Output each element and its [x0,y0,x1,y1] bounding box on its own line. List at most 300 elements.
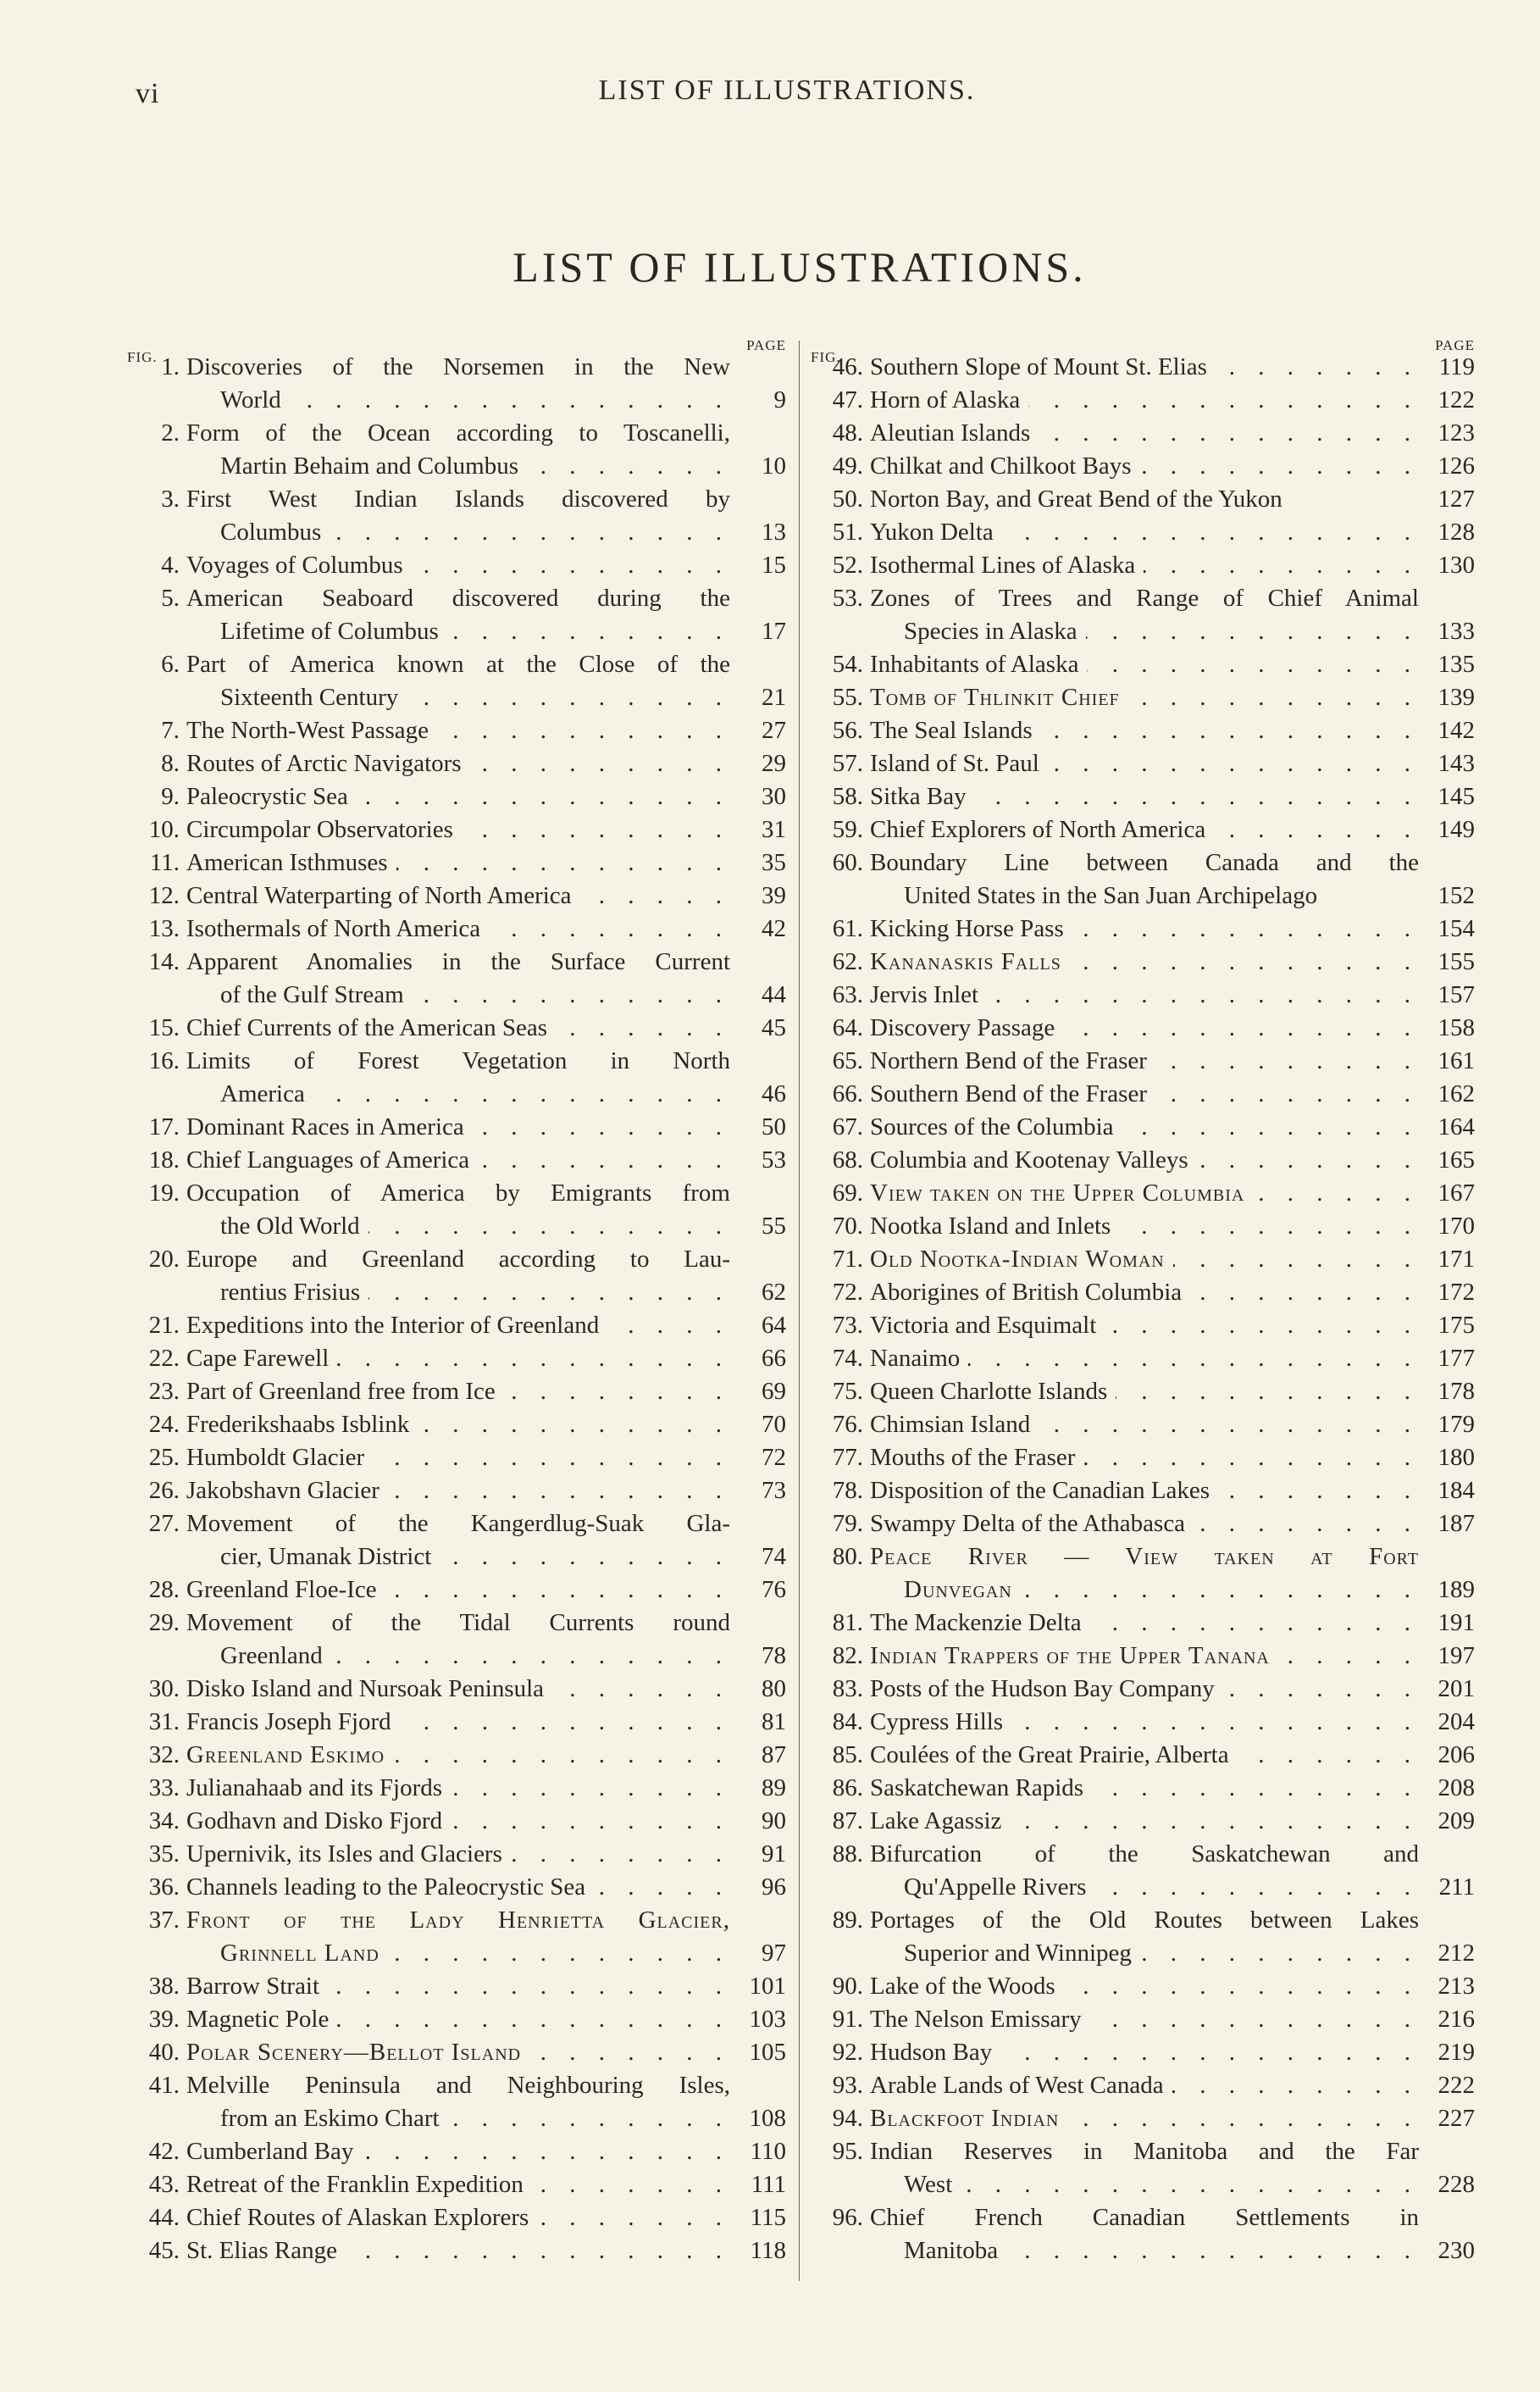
list-item [125,1871,789,1904]
list-item [809,747,1478,780]
page-number-ref: 143 [1438,750,1475,777]
fig-number: 4. [161,552,180,579]
list-item [809,1640,1478,1673]
dot-leader [870,648,1419,681]
entry-title: Jervis Inlet [870,981,987,1008]
entry-line [809,2102,1478,2135]
page-number-ref: 149 [1438,816,1475,843]
dot-leader [870,946,1419,979]
entry-line [125,1573,789,1607]
list-item [809,780,1478,813]
entry-title: Disko Island and Nursoak Peninsula [186,1675,552,1702]
entry-line [809,450,1478,483]
entry-line [809,417,1478,450]
dot-leader [220,1078,730,1111]
fig-number: 90. [832,1973,863,2000]
list-item [809,1408,1478,1441]
fig-number: 94. [832,2105,863,2132]
list-item [125,946,789,1012]
entry-line [809,384,1478,417]
entry-line [125,417,789,450]
list-item [125,648,789,714]
dot-leader [870,1078,1419,1111]
entry-title: Voyages of Columbus [186,552,412,579]
page-number-ref: 162 [1438,1080,1475,1107]
dot-leader [870,1640,1419,1673]
entry-line [125,1045,789,1078]
entry-line [125,615,789,648]
entry-title: Part of Greenland free from Ice [186,1378,504,1405]
entry-title: Nanaimo [870,1345,968,1372]
page-number-ref: 127 [1438,486,1475,513]
entry-line [125,780,789,813]
entry-line [809,1210,1478,1243]
entry-line [809,1441,1478,1474]
entry-title: Hudson Bay [870,2039,1000,2066]
page-number-ref: 145 [1438,783,1475,810]
entry-title: Dominant Races in America [186,1113,473,1141]
fig-number: 38. [148,1973,180,2000]
list-item [125,1739,789,1772]
entry-title: Aborigines of British Columbia [870,1279,1190,1306]
list-item [125,549,789,582]
entry-title: Chimsian Island [870,1411,1039,1438]
entry-line [125,1540,789,1573]
page-number-ref: 135 [1438,651,1475,678]
list-item [125,1904,789,1970]
entry-line [125,747,789,780]
entry-line [809,1640,1478,1673]
dot-leader [870,1375,1419,1408]
page-number-ref: 66 [762,1345,786,1372]
entry-title: Portages of the Old Routes between Lakes [870,1906,1419,1934]
page-number-ref: 155 [1438,948,1475,975]
entry-title: Northern Bend of the Fraser [870,1047,1155,1074]
list-item [125,747,789,780]
page-number-ref: 213 [1438,1973,1475,2000]
list-item [125,2003,789,2036]
dot-leader [870,813,1419,846]
entry-line [125,813,789,846]
entry-line [125,1177,789,1210]
entry-title: Upernivik, its Isles and Glaciers [186,1840,511,1868]
list-item [125,1706,789,1739]
entry-title: Victoria and Esquimalt [870,1312,1105,1339]
entry-title: Movement of the Tidal Currents round [186,1609,730,1636]
dot-leader [186,2201,730,2234]
dot-leader [186,2036,730,2069]
page-number-ref: 15 [762,552,786,579]
list-item [809,2201,1478,2267]
fig-number: 63. [832,981,863,1008]
entry-title: Inhabitants of Alaska [870,651,1087,678]
entry-title: Chief Currents of the American Seas [186,1014,556,1041]
page-number-ref: 17 [762,618,786,645]
entry-line [809,2201,1478,2234]
entry-line [809,483,1478,516]
list-item [125,2168,789,2201]
entry-line [125,1706,789,1739]
dot-leader [186,1970,730,2003]
fig-number: 8. [161,750,180,777]
entry-title: Horn of Alaska [870,386,1028,413]
entry-line [809,1706,1478,1739]
entry-line [809,1607,1478,1640]
fig-number: 66. [832,1080,863,1107]
entry-line [809,1375,1478,1408]
list-item [809,2135,1478,2201]
entry-title: Limits of Forest Vegetation in North [186,1047,730,1074]
dot-leader [186,1474,730,1507]
list-item [809,1045,1478,1078]
list-item [809,1507,1478,1540]
fig-number: 74. [832,1345,863,1372]
fig-number: 73. [832,1312,863,1339]
fig-number: 84. [832,1708,863,1735]
entry-line [125,1474,789,1507]
fig-number: 24. [148,1411,180,1438]
entry-title: Indian Trappers of the Upper Tanana [870,1642,1278,1669]
entry-line [125,648,789,681]
list-item [809,2102,1478,2135]
entry-line [809,1045,1478,1078]
entry-title: Central Waterparting of North America [186,882,580,909]
entry-title: Occupation of America by Emigrants from [186,1179,730,1207]
entry-line [125,450,789,483]
page-number-ref: 211 [1438,1873,1475,1901]
fig-number: 16. [148,1047,180,1074]
page-number-ref: 119 [1438,353,1475,380]
page-number-ref: 227 [1438,2105,1475,2132]
entry-line [809,549,1478,582]
list-item [125,2069,789,2135]
entry-title: Francis Joseph Fjord [186,1708,400,1735]
page-number-ref: 111 [751,2171,786,2198]
entry-title: of the Gulf Stream [220,981,413,1008]
dot-leader [186,913,730,946]
dot-leader [870,780,1419,813]
list-item [125,1805,789,1838]
page-number-ref: 44 [762,981,786,1008]
page-number-ref: 30 [762,783,786,810]
list-item [809,1111,1478,1144]
entry-line [809,1772,1478,1805]
page-number-ref: 187 [1438,1510,1475,1537]
fig-number: 69. [832,1179,863,1207]
dot-leader [870,2003,1419,2036]
entry-line [125,1838,789,1871]
page-number-ref: 101 [749,1973,786,2000]
entry-title: Blackfoot Indian [870,2105,1067,2132]
entry-line [809,681,1478,714]
entry-title: Chilkat and Chilkoot Bays [870,452,1140,480]
page-number-ref: 212 [1438,1940,1475,1967]
list-item [809,714,1478,747]
dot-leader [220,615,730,648]
entry-title: Movement of the Kangerdlug-Suak Gla- [186,1510,730,1537]
entry-title: from an Eskimo Chart [220,2105,448,2132]
page-number-ref: 170 [1438,1213,1475,1240]
entry-line [125,1673,789,1706]
entry-title: Channels leading to the Paleocrystic Sea [186,1873,594,1901]
page-number-ref: 81 [762,1708,786,1735]
entry-line [125,946,789,979]
list-item [809,483,1478,516]
entry-title: Apparent Anomalies in the Surface Current [186,948,730,975]
entry-line [125,549,789,582]
page-number-ref: 142 [1438,717,1475,744]
entry-title: Julianahaab and its Fjords [186,1774,451,1801]
dot-leader [870,351,1419,384]
fig-number: 53. [832,585,863,612]
entry-line [809,1540,1478,1573]
fig-number: 91. [832,2006,863,2033]
fig-number: 20. [148,1246,180,1273]
dot-leader [904,1937,1419,1970]
fig-number: 96. [832,2204,863,2231]
page-number-ref: 230 [1438,2237,1475,2264]
entry-line [125,2168,789,2201]
dot-leader [870,1210,1419,1243]
entry-title: Chief Explorers of North America [870,816,1214,843]
entry-title: Aleutian Islands [870,419,1039,447]
entry-line [125,2102,789,2135]
entry-line [809,1871,1478,1904]
entry-line [125,483,789,516]
entry-line [125,1375,789,1408]
entry-line [809,979,1478,1012]
list-item [125,483,789,549]
page-number-ref: 197 [1438,1642,1475,1669]
page-number-ref: 97 [762,1940,786,1967]
page-number-ref: 108 [749,2105,786,2132]
entry-line [125,1970,789,2003]
entry-line [125,2201,789,2234]
entry-title: Greenland Eskimo [186,1741,393,1768]
list-item [809,351,1478,384]
page-number-ref: 216 [1438,2006,1475,2033]
entry-title: Southern Bend of the Fraser [870,1080,1155,1107]
fig-number: 76. [832,1411,863,1438]
list-item [809,1144,1478,1177]
dot-leader [186,1739,730,1772]
fig-number: 77. [832,1444,863,1471]
dot-leader [220,1937,730,1970]
entry-title: World [220,386,290,413]
entry-line [809,516,1478,549]
entry-line [809,714,1478,747]
entry-title: Paleocrystic Sea [186,783,357,810]
page-number-ref: 157 [1438,981,1475,1008]
list-item [125,1673,789,1706]
entry-title: Expeditions into the Interior of Greenland [186,1312,607,1339]
entry-title: Chief French Canadian Settlements in [870,2204,1419,2231]
entry-title: The North-West Passage [186,717,437,744]
list-item [125,1342,789,1375]
list-item [125,1177,789,1243]
illustration-list [809,351,1478,2267]
page-number-ref: 209 [1438,1807,1475,1834]
list-item [809,516,1478,549]
page-number-ref: 9 [773,386,786,413]
entry-line [125,681,789,714]
entry-line [809,2069,1478,2102]
entry-title: Cumberland Bay [186,2138,362,2165]
list-item [809,1276,1478,1309]
list-item [125,1375,789,1408]
page-number-ref: 130 [1438,552,1475,579]
entry-title: Martin Behaim and Columbus [220,452,527,480]
entry-line [809,1904,1478,1937]
dot-leader [186,1706,730,1739]
entry-line [125,2135,789,2168]
dot-leader [186,1673,730,1706]
entry-title: Old Nootka-Indian Woman [870,1246,1173,1273]
page-number-ref: 29 [762,750,786,777]
entry-title: rentius Frisius [220,1279,368,1306]
list-item [125,2135,789,2168]
entry-line [809,1342,1478,1375]
entry-line [809,615,1478,648]
page-number-ref: 133 [1438,618,1475,645]
entry-title: View taken on the Upper Columbia [870,1179,1253,1207]
page-number-ref: 161 [1438,1047,1475,1074]
entry-title: Melville Peninsula and Neighbouring Isles, [186,2072,730,2099]
entry-line [809,1474,1478,1507]
entry-title: The Mackenzie Delta [870,1609,1090,1636]
entry-line [125,1739,789,1772]
dot-leader [870,913,1419,946]
entry-line [809,880,1478,913]
page-number-ref: 103 [749,2006,786,2033]
fig-number: 17. [148,1113,180,1141]
page-number-ref: 89 [762,1774,786,1801]
entry-title: Queen Charlotte Islands [870,1378,1116,1405]
fig-number: 55. [832,684,863,711]
list-item [125,714,789,747]
list-item [125,2234,789,2267]
fig-number: 32. [148,1741,180,1768]
dot-leader [904,1871,1419,1904]
entry-line [125,979,789,1012]
dot-leader [186,1408,730,1441]
list-item [125,780,789,813]
list-item [125,813,789,846]
entry-line [809,1144,1478,1177]
list-item [125,913,789,946]
page-number-ref: 128 [1438,519,1475,546]
entry-title: Circumpolar Observatories [186,816,462,843]
fig-number: 26. [148,1477,180,1504]
list-item [809,1772,1478,1805]
fig-number: 58. [832,783,863,810]
entry-title: Columbus [220,519,330,546]
dot-leader [870,1706,1419,1739]
page-number-ref: 191 [1438,1609,1475,1636]
entry-title: Polar Scenery—Bellot Island [186,2039,529,2066]
list-item [125,2036,789,2069]
page-number-ref: 204 [1438,1708,1475,1735]
fig-number: 60. [832,849,863,876]
entry-line [125,2003,789,2036]
fig-number: 40. [148,2039,180,2066]
dot-leader [870,1474,1419,1507]
entry-line [125,1144,789,1177]
entry-line [125,516,789,549]
entry-line [809,946,1478,979]
entry-title: Kananaskis Falls [870,948,1070,975]
page-number-ref: 50 [762,1113,786,1141]
entry-line [125,2036,789,2069]
list-item [125,1243,789,1309]
entry-line [809,1111,1478,1144]
entry-title: Magnetic Pole [186,2006,337,2033]
fig-number: 13. [148,915,180,942]
dot-leader [220,384,730,417]
dot-leader [870,1045,1419,1078]
page-number-ref: 118 [750,2237,786,2264]
entry-title: Norton Bay, and Great Bend of the Yukon [870,486,1282,513]
entry-line [809,846,1478,880]
fig-number: 33. [148,1774,180,1801]
entry-line [809,1012,1478,1045]
list-item [125,1012,789,1045]
entry-title: Jakobshavn Glacier [186,1477,388,1504]
entry-title: Grinnell Land [220,1940,388,1967]
fig-label: FIG. [127,349,158,365]
entry-line [125,714,789,747]
dot-leader [870,450,1419,483]
entry-title: Kicking Horse Pass [870,915,1072,942]
dot-leader [186,1573,730,1607]
entry-title: Nootka Island and Inlets [870,1213,1119,1240]
page-number-ref: 35 [762,849,786,876]
entry-line [809,2003,1478,2036]
fig-number: 78. [832,1477,863,1504]
entry-title: Greenland [220,1642,331,1669]
fig-number: 25. [148,1444,180,1471]
dot-leader [870,681,1419,714]
fig-label: FIG. [811,349,841,365]
page-number-ref: 201 [1438,1675,1475,1702]
dot-leader [904,615,1419,648]
dot-leader [220,2102,730,2135]
entry-title: Superior and Winnipeg [904,1940,1140,1967]
dot-leader [186,813,730,846]
page-number-ref: 70 [762,1411,786,1438]
entry-line [809,2036,1478,2069]
entry-line [125,1937,789,1970]
dot-leader [186,1805,730,1838]
page-number-ref: 178 [1438,1378,1475,1405]
entry-line [809,747,1478,780]
fig-number: 80. [832,1543,863,1570]
page-number-ref: 177 [1438,1345,1475,1372]
page-number-ref: 46 [762,1080,786,1107]
entry-line [809,1309,1478,1342]
fig-number: 30. [148,1675,180,1702]
list-item [809,1673,1478,1706]
entry-title: Lake of the Woods [870,1973,1064,2000]
list-item [125,417,789,483]
page-label: PAGE [1435,337,1475,353]
list-item [809,1210,1478,1243]
list-item [809,1342,1478,1375]
list-item [809,648,1478,681]
dot-leader [220,1540,730,1573]
list-item [809,1805,1478,1838]
fig-number: 62. [832,948,863,975]
